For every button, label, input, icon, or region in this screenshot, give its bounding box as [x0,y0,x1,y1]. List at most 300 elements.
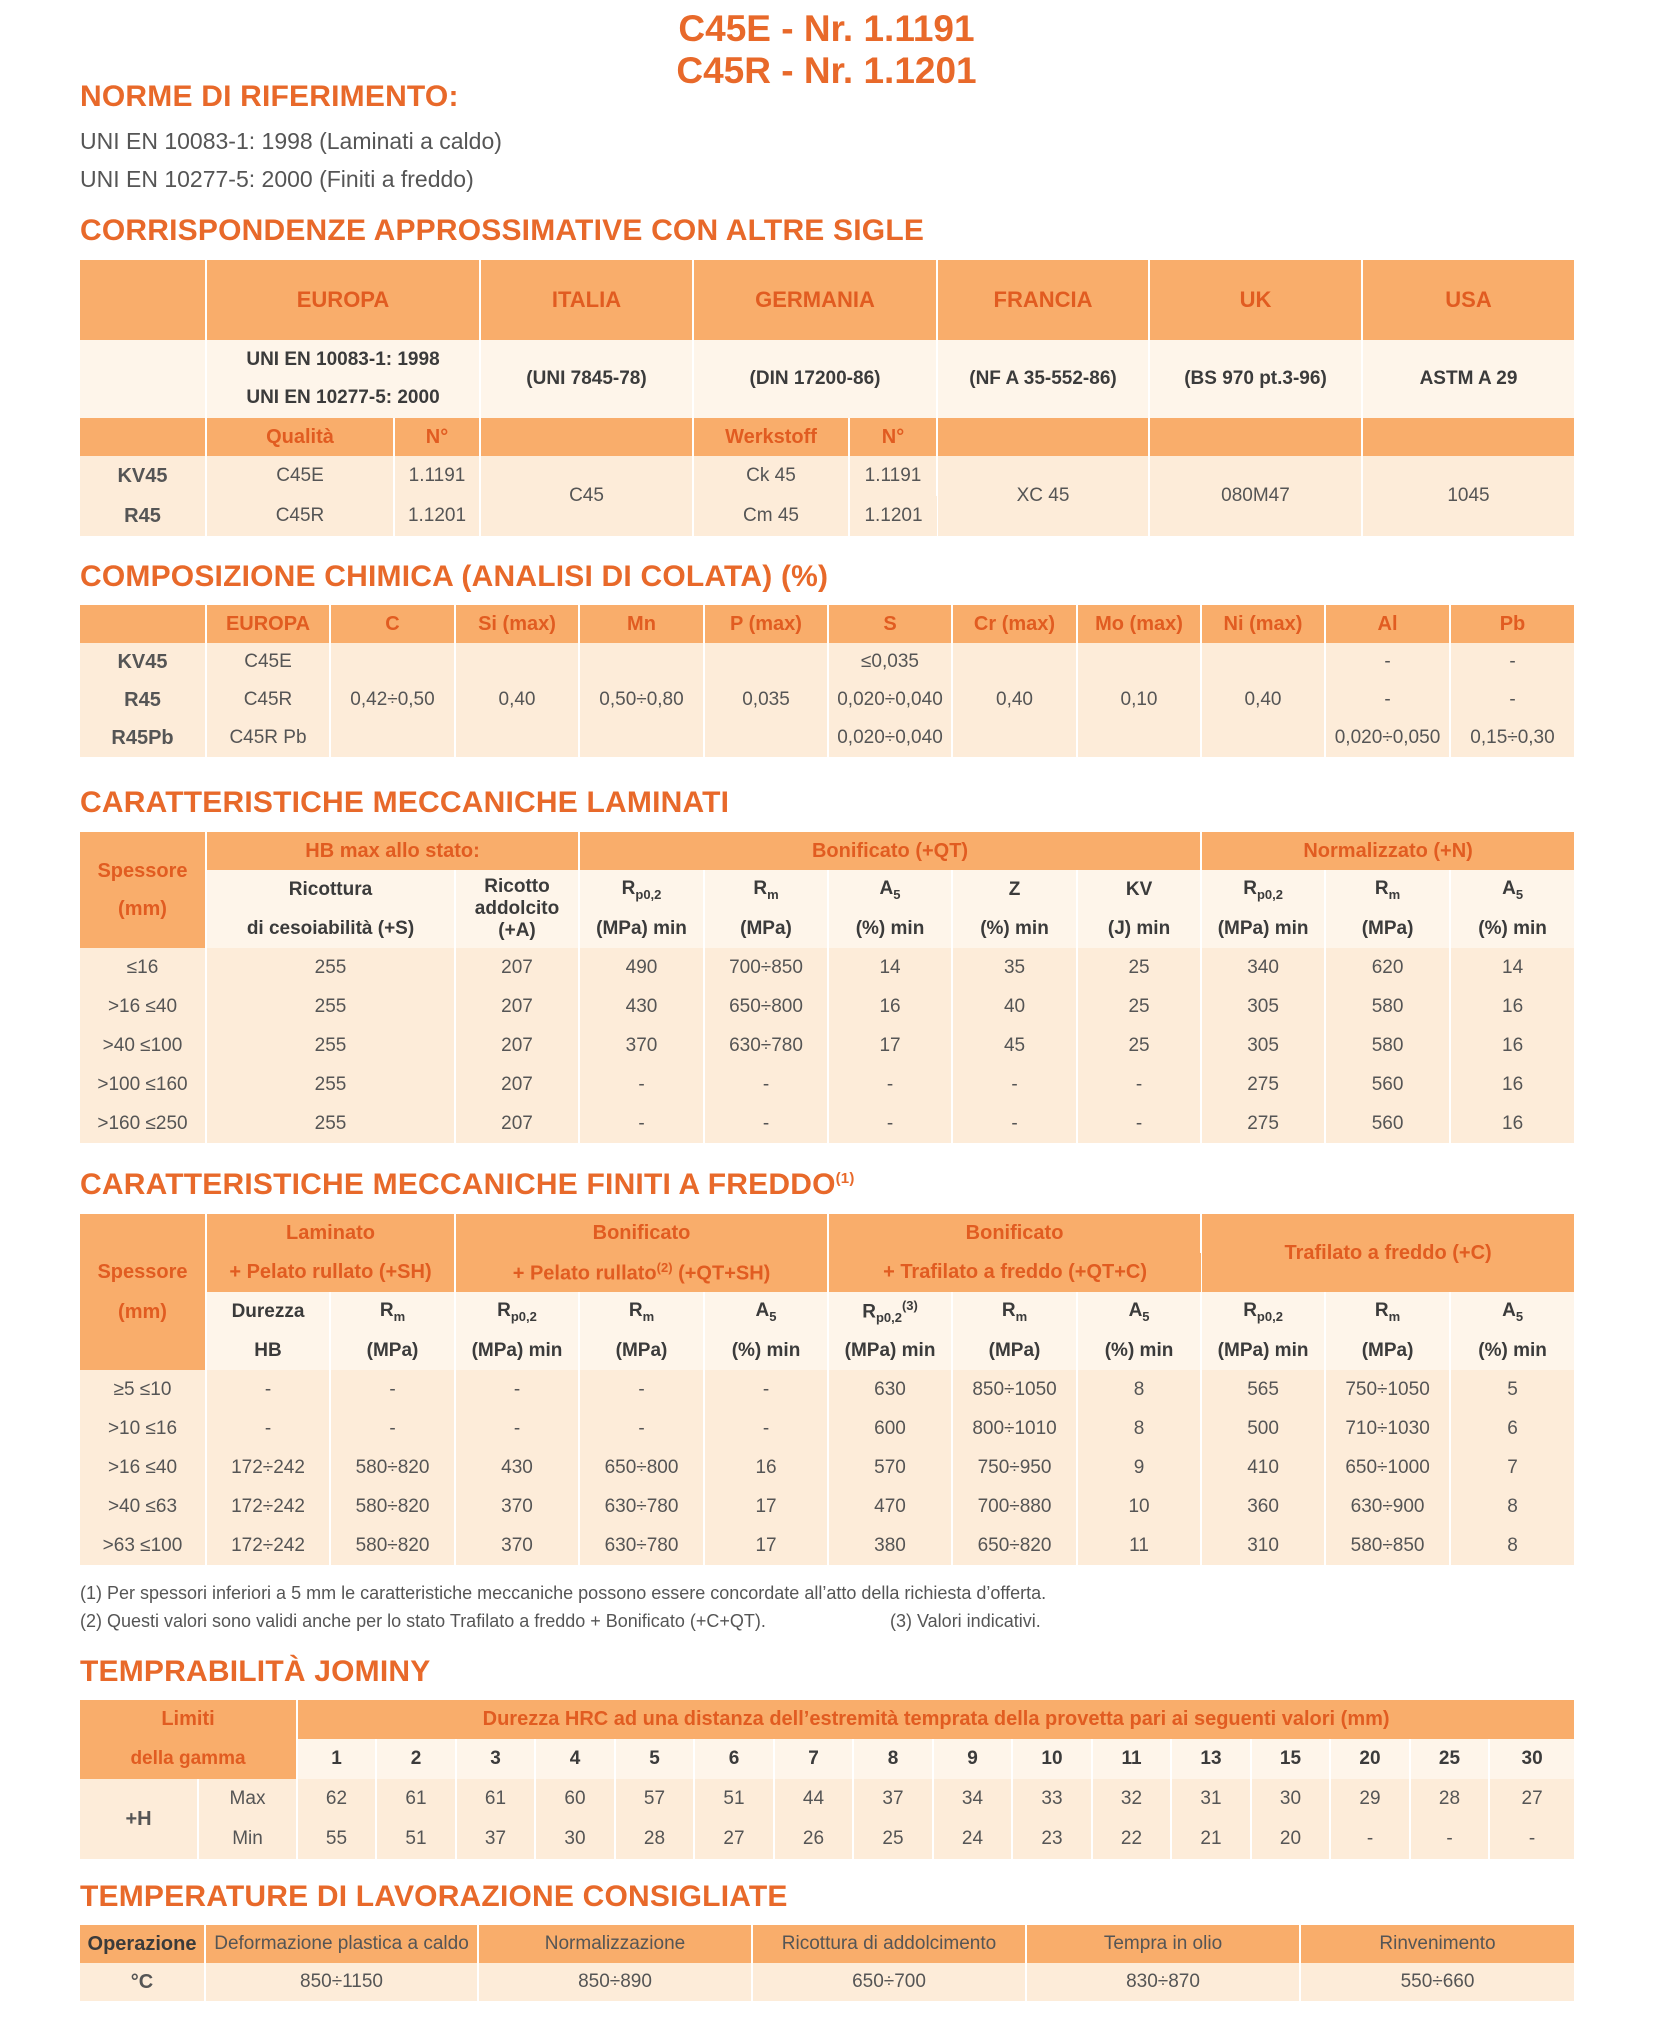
unit-label: °C [80,1963,205,2001]
row-label: ≥5 ≤10 [80,1370,206,1409]
cell: C45R Pb [206,719,330,757]
unit: (%) min [1450,1332,1574,1370]
table-row [80,987,1574,1026]
label: A [1502,878,1516,900]
label: Ricotto [484,876,550,897]
distance-header: 15 [1251,1739,1330,1779]
label: R [1243,878,1257,900]
cell: - [704,1409,828,1448]
cell-max: 31 [1171,1779,1251,1819]
cell: - [330,1409,455,1448]
cell-min: 22 [1092,1819,1171,1859]
cell-max: 30 [1251,1779,1330,1819]
distance-header: 8 [853,1739,933,1779]
operation-name: Deformazione plastica a caldo [205,1925,478,1963]
temperature-value: 850÷1150 [205,1963,478,2001]
norme-heading: NORME DI RIFERIMENTO: [80,80,459,113]
footnote-ref: (1) [835,1170,855,1187]
label: (+QT+SH) [672,1262,771,1285]
cell: - [828,1104,952,1143]
spessore-header [80,1214,206,1370]
label: R [753,878,768,900]
cell: 565 [1201,1370,1325,1409]
cell: 630÷780 [579,1487,704,1526]
group-trafilato: Trafilato a freddo (+C) [1201,1214,1574,1292]
cell: 630÷900 [1325,1487,1450,1526]
cell: - [206,1409,330,1448]
cell: - [1325,643,1450,681]
cell-uk: 080M47 [1149,456,1362,536]
cell: 8 [1077,1370,1201,1409]
col-ni: Ni (max) [1201,605,1325,643]
row-label: >16 ≤40 [80,987,206,1026]
cell: - [579,1409,704,1448]
cell: 750÷1050 [1325,1370,1450,1409]
table-row [80,1526,1574,1565]
spessore-header [80,832,206,948]
max-label: Max [198,1779,297,1819]
cell-max: 37 [853,1779,933,1819]
distance-header: 6 [694,1739,774,1779]
cell: Cm 45 [693,496,849,536]
cell-max: 60 [535,1779,615,1819]
col-rm [579,1292,704,1332]
cell: 255 [206,1026,455,1065]
cell: 310 [1201,1526,1325,1565]
cell: 207 [455,1026,579,1065]
spessore-unit: (mm) [118,1301,167,1323]
col-a5 [1077,1292,1201,1332]
operation-name: Tempra in olio [1026,1925,1300,1963]
cell: 580÷820 [330,1487,455,1526]
cell-mo: 0,10 [1077,643,1201,757]
cell: 650÷800 [704,987,828,1026]
label: A [755,1300,770,1322]
col-c: C [330,605,455,643]
col-rp02 [579,870,704,910]
cell: 207 [455,948,579,987]
label: A [1502,1300,1516,1322]
cell: - [455,1409,579,1448]
distance-header: 9 [933,1739,1012,1779]
cell: 470 [828,1487,952,1526]
cell-max: 62 [297,1779,376,1819]
distance-header: 11 [1092,1739,1171,1779]
cell: 370 [579,1026,704,1065]
cell-mn: 0,50÷0,80 [579,643,704,757]
cell-min: 51 [376,1819,456,1859]
group-bonificato-sh-l2 [455,1253,828,1292]
cell: 560 [1325,1104,1450,1143]
title-line-2: C45R - Nr. 1.1201 [676,50,977,91]
distance-header: 2 [376,1739,456,1779]
corrispondenze-heading: CORRISPONDENZE APPROSSIMATIVE CON ALTRE SIGLE [80,214,925,247]
cell: 8 [1450,1526,1574,1565]
cell: 255 [206,1065,455,1104]
cell: 16 [1450,1026,1574,1065]
col-ricottura: Ricottura [206,870,455,910]
distance-header: 4 [535,1739,615,1779]
subscript: p0,2 [635,886,662,902]
finiti-table [80,1214,1574,1565]
usa-standard: ASTM A 29 [1362,340,1574,418]
cell: 17 [704,1487,828,1526]
cell: 580÷820 [330,1526,455,1565]
col-rp02 [455,1292,579,1332]
unit: (%) min [952,910,1077,948]
cell: - [330,1370,455,1409]
col-si: Si (max) [455,605,579,643]
col-rm [704,870,828,910]
unit: (MPa) min [455,1332,579,1370]
distance-header: 30 [1489,1739,1574,1779]
cell: 700÷850 [704,948,828,987]
finiti-heading [80,1168,855,1202]
spessore-unit: (mm) [118,898,167,920]
finiti-heading-text: CARATTERISTICHE MECCANICHE FINITI A FREDDO [80,1168,836,1201]
spessore-label: Spessore [97,1261,188,1283]
subscript: 5 [1515,886,1524,902]
cell: 650÷800 [579,1448,704,1487]
temperature-value: 830÷870 [1026,1963,1300,2001]
distance-header: 3 [456,1739,535,1779]
subscript: p0,2 [875,1310,902,1326]
row-label: >160 ≤250 [80,1104,206,1143]
cell: 10 [1077,1487,1201,1526]
cell-max: 28 [1410,1779,1489,1819]
limiti-label: Limiti [80,1700,297,1739]
cell: 490 [579,948,704,987]
cell: 25 [1077,987,1201,1026]
germania-standard: (DIN 17200-86) [693,340,937,418]
cell-min: 23 [1012,1819,1092,1859]
cell: 1.1201 [849,496,937,536]
label: + Pelato rullato [512,1262,657,1285]
cell: 255 [206,948,455,987]
table-row [80,948,1574,987]
unit: (%) min [828,910,952,948]
cell: ≤0,035 [828,643,952,681]
cell-min: 25 [853,1819,933,1859]
jominy-table [80,1700,1574,1859]
cell: - [1450,643,1574,681]
unit: (MPa) [579,1332,704,1370]
cell: 430 [455,1448,579,1487]
cell: 650÷820 [952,1526,1077,1565]
cell-max: 34 [933,1779,1012,1819]
temperature-value: 850÷890 [478,1963,752,2001]
subscript: m [1388,886,1401,902]
cell-min: 55 [297,1819,376,1859]
col-a5 [704,1292,828,1332]
row-label: >40 ≤100 [80,1026,206,1065]
laminati-table [80,832,1574,1143]
unit: (MPa) [1325,1332,1450,1370]
group-laminato-l1: Laminato [206,1214,455,1253]
distance-header: 20 [1330,1739,1410,1779]
cell: 8 [1077,1409,1201,1448]
col-al: Al [1325,605,1450,643]
cell: 5 [1450,1370,1574,1409]
unit: (MPa) [1325,910,1450,948]
finiti-rows [80,1370,1574,1565]
cell: 650÷1000 [1325,1448,1450,1487]
country-usa: USA [1362,260,1574,340]
cell-min: 27 [694,1819,774,1859]
subheader-n2: N° [849,418,937,456]
cell: 16 [1450,1065,1574,1104]
col-rm [1325,1292,1450,1332]
cell: 0,020÷0,040 [828,719,952,757]
row-label-r45pb: R45Pb [80,719,206,757]
col-rp02 [1201,1292,1325,1332]
cell: 620 [1325,948,1450,987]
cell: C45E [206,456,394,496]
subscript: 5 [769,1308,777,1324]
cell-max: 61 [456,1779,535,1819]
footnote-3: (3) Valori indicativi. [890,1611,1041,1631]
cell: 1.1191 [394,456,480,496]
cell: 0,15÷0,30 [1450,719,1574,757]
spessore-label: Spessore [97,860,188,882]
cell: 800÷1010 [952,1409,1077,1448]
footnote-2: (2) Questi valori sono validi anche per lo stato Trafilato a freddo + Bonificato (+C+QT). [80,1611,766,1631]
label: R [1243,1300,1257,1322]
unit: (MPa) min [1201,1332,1325,1370]
cell-max: 51 [694,1779,774,1819]
country-francia: FRANCIA [937,260,1149,340]
row-label: ≤16 [80,948,206,987]
group-bonificato: Bonificato (+QT) [579,832,1201,870]
cell: 14 [828,948,952,987]
col-s: S [828,605,952,643]
table-row [80,1104,1574,1143]
col-rm-n [1325,870,1450,910]
table-row [80,1065,1574,1104]
uk-standard: (BS 970 pt.3-96) [1149,340,1362,418]
corrispondenze-table [80,260,1574,536]
cell: - [1077,1065,1201,1104]
group-normalizzato: Normalizzato (+N) [1201,832,1574,870]
col-durezza: Durezza [206,1292,330,1332]
cell-min: 21 [1171,1819,1251,1859]
cell: 6 [1450,1409,1574,1448]
cell: 11 [1077,1526,1201,1565]
unit: (MPa) [330,1332,455,1370]
row-label: >63 ≤100 [80,1526,206,1565]
cell: 275 [1201,1104,1325,1143]
country-uk: UK [1149,260,1362,340]
cell: 172÷242 [206,1448,330,1487]
subscript: m [393,1308,406,1324]
norme-item-1: UNI EN 10083-1: 1998 (Laminati a caldo) [80,128,502,154]
italia-standard: (UNI 7845-78) [480,340,693,418]
subscript: m [767,886,779,902]
row-label: >100 ≤160 [80,1065,206,1104]
cell-max: 57 [615,1779,694,1819]
cell: 16 [704,1448,828,1487]
label: R [621,878,636,900]
country-italia: ITALIA [480,260,693,340]
cell: 8 [1450,1487,1574,1526]
francia-standard: (NF A 35-552-86) [937,340,1149,418]
table-row [80,1409,1574,1448]
unit: (MPa) min [579,910,704,948]
cell: 500 [1201,1409,1325,1448]
cell: - [579,1065,704,1104]
cell: 14 [1450,948,1574,987]
label: R [862,1301,876,1323]
chimica-heading: COMPOSIZIONE CHIMICA (ANALISI DI COLATA) (%) [80,560,829,593]
cell: C45R [206,681,330,719]
col-europa: EUROPA [206,605,330,643]
cell: 16 [1450,1104,1574,1143]
distance-header: 5 [615,1739,694,1779]
subheader-werkstoff: Werkstoff [693,418,849,456]
subheader-qualita: Qualità [206,418,394,456]
cell: 560 [1325,1065,1450,1104]
subscript: p0,2 [1256,886,1283,902]
cell: 580 [1325,987,1450,1026]
footnote-ref: (2) [656,1259,673,1275]
cell: Ck 45 [693,456,849,496]
subheader-n1: N° [394,418,480,456]
cell-max: 33 [1012,1779,1092,1819]
jominy-heading: TEMPRABILITÀ JOMINY [80,1655,431,1688]
cell: 360 [1201,1487,1325,1526]
subscript: m [1015,1308,1028,1324]
cell-max: 32 [1092,1779,1171,1819]
label: A [879,878,894,900]
cell: 255 [206,987,455,1026]
cell-min: - [1410,1819,1489,1859]
col-ricotto-addolcito [455,870,579,948]
cell: 1.1201 [394,496,480,536]
label: (+A) [498,920,536,941]
cell: 207 [455,987,579,1026]
cell: 580÷850 [1325,1526,1450,1565]
table-row [80,1487,1574,1526]
cell-min: 24 [933,1819,1012,1859]
cell: 0,020÷0,050 [1325,719,1450,757]
group-bonificato-c-l1: Bonificato [828,1214,1201,1253]
row-label-r45: R45 [80,496,206,536]
subscript: 5 [1142,1308,1150,1324]
unit: (MPa) min [1201,910,1325,948]
unit: (MPa) [704,910,828,948]
cell-min: - [1489,1819,1574,1859]
cell: 45 [952,1026,1077,1065]
cell-min: - [1330,1819,1410,1859]
cell: 7 [1450,1448,1574,1487]
cell: 17 [704,1526,828,1565]
row-label-kv45: KV45 [80,456,206,496]
cell: 600 [828,1409,952,1448]
cell: 172÷242 [206,1526,330,1565]
cell: 1.1191 [849,456,937,496]
label: R [379,1300,394,1322]
col-cr: Cr (max) [952,605,1077,643]
operation-name: Normalizzazione [478,1925,752,1963]
cell: C45E [206,643,330,681]
cell: 580÷820 [330,1448,455,1487]
unit: (MPa) [952,1332,1077,1370]
title-line-1: C45E - Nr. 1.1191 [678,8,975,49]
temperature-heading: TEMPERATURE DI LAVORAZIONE CONSIGLIATE [80,1880,788,1913]
unit: (%) min [704,1332,828,1370]
label: R [1001,1300,1016,1322]
band-label: +H [80,1779,198,1859]
cell: 0,020÷0,040 [828,681,952,719]
subscript: p0,2 [1256,1308,1283,1324]
cell: 630 [828,1370,952,1409]
cell: - [579,1104,704,1143]
cell: 40 [952,987,1077,1026]
cell: 305 [1201,987,1325,1026]
cell: 275 [1201,1065,1325,1104]
col-a5 [1450,1292,1574,1332]
label: R [1374,1300,1389,1322]
cell-min: 20 [1251,1819,1330,1859]
min-label: Min [198,1819,297,1859]
cell: - [952,1065,1077,1104]
cell: 370 [455,1487,579,1526]
cell: - [1450,681,1574,719]
distance-header: 1 [297,1739,376,1779]
cell: 340 [1201,948,1325,987]
col-rp02-n [1201,870,1325,910]
subscript: m [642,1308,655,1324]
cell: 16 [1450,987,1574,1026]
cell: 25 [1077,1026,1201,1065]
unit: (J) min [1077,910,1201,948]
country-germania: GERMANIA [693,260,937,340]
unit: (%) min [1077,1332,1201,1370]
chimica-table [80,605,1574,757]
cell: 410 [1201,1448,1325,1487]
table-row [80,1370,1574,1409]
label: R [628,1300,643,1322]
cell: 750÷950 [952,1448,1077,1487]
label: R [497,1300,511,1322]
group-hb: HB max allo stato: [206,832,579,870]
temperature-value: 650÷700 [752,1963,1026,2001]
cell-cr: 0,40 [952,643,1077,757]
distance-header: 10 [1012,1739,1092,1779]
col-p: P (max) [704,605,828,643]
row-label-kv45: KV45 [80,643,206,681]
cell: 207 [455,1065,579,1104]
cell: - [704,1065,828,1104]
cell-min: 26 [774,1819,853,1859]
unit: (%) min [1450,910,1574,948]
unit: HB [206,1332,330,1370]
footnote-ref: (3) [901,1298,918,1314]
cell: C45R [206,496,394,536]
col-a5-n [1450,870,1574,910]
table-row [80,1026,1574,1065]
distance-header: 25 [1410,1739,1489,1779]
cell: 570 [828,1448,952,1487]
cell: - [828,1065,952,1104]
unit: (MPa) min [828,1332,952,1370]
col-kv: KV [1077,870,1201,910]
cell: - [579,1370,704,1409]
cell-ni: 0,40 [1201,643,1325,757]
group-bonificato-c-l2: + Trafilato a freddo (+QT+C) [828,1253,1201,1292]
col-mo: Mo (max) [1077,605,1201,643]
cell-usa: 1045 [1362,456,1574,536]
